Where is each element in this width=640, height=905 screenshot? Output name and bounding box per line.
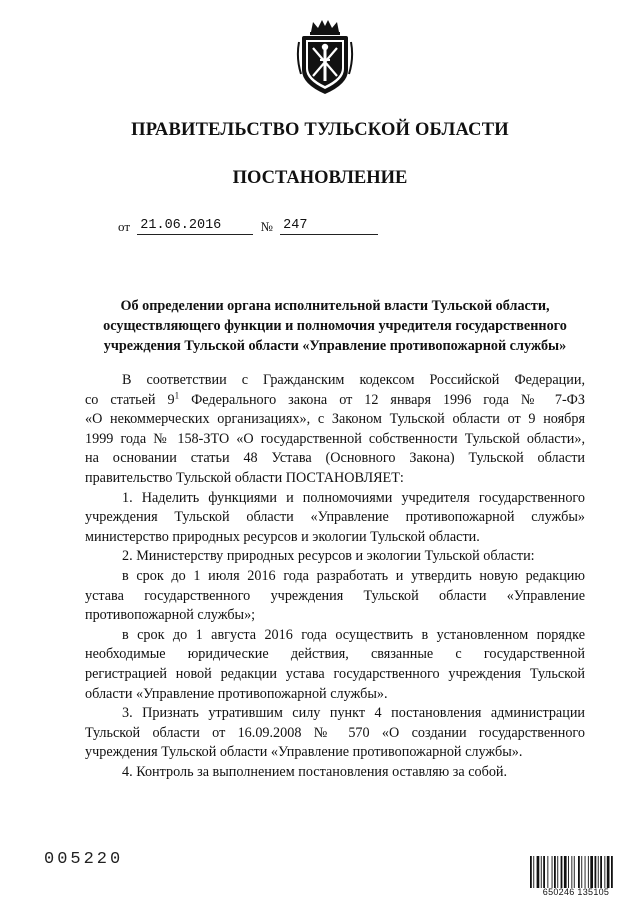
registration-line [118,218,378,235]
body-line: противопожарной службы»; [85,607,256,624]
document-body [85,371,585,782]
body-line: министерство природных ресурсов и экологии Тульской области. [85,528,480,545]
number-prefix: № [260,219,273,234]
document-heading [90,296,580,356]
serial-number: 005220 [44,850,124,869]
body-line: Тульской области от 16.09.2008 № 570 «О создании государственного [85,724,585,741]
body-line [85,391,585,411]
body-line: учреждения Тульской области «Управление противопожарной службы». [85,744,523,761]
body-line: 1999 года № 158-ЗТО «О государственной собственности Тульской области», [85,430,585,447]
document-type: ПОСТАНОВЛЕНИЕ [232,168,408,188]
body-line: в срок до 1 августа 2016 года осуществить в установленном порядке [122,626,585,643]
tula-coat-of-arms-icon [296,18,354,96]
organization-title: ПРАВИТЕЛЬСТВО ТУЛЬСКОЙ ОБЛАСТИ [131,120,509,140]
body-line: В соответствии с Гражданским кодексом Российской Федерации, [122,372,585,388]
barcode-number: 650246 135105 [542,887,610,897]
body-text: Федерального закона от 12 января 1996 года № 7-ФЗ [179,391,585,408]
barcode-icon [530,856,622,888]
body-line: учреждения Тульской области «Управление противопожарной службы» [85,509,585,526]
body-line: на основании статьи 48 Устава (Основного Закона) Тульской области [85,450,585,467]
body-line: 3. Признать утратившим силу пункт 4 постановления администрации [122,705,585,722]
heading-line: Об определении органа исполнительной власти Тульской области, [120,298,550,314]
body-line: «О некоммерческих организациях», с Законом Тульской области от 9 ноября [85,411,585,428]
document-date: 21.06.2016 [137,218,253,235]
body-line: регистрацией новой редакции устава государственного учреждения Тульской [85,665,585,682]
document-number: 247 [280,218,378,235]
body-line: 1. Наделить функциями и полномочиями учредителя государственного [122,489,585,506]
body-line: правительство Тульской области ПОСТАНОВЛЯЕТ: [85,469,404,486]
article-superscript: 1 [174,389,180,400]
body-line: 4. Контроль за выполнением постановления оставляю за собой. [122,763,508,780]
body-line: области «Управление противопожарной службы». [85,685,388,702]
heading-line: осуществляющего функции и полномочия учредителя государственного [103,318,567,334]
body-line: необходимые юридические действия, связанные с государственной [85,646,585,663]
body-text: со статьей 9 [85,391,175,408]
body-line: в срок до 1 июля 2016 года разработать и утвердить новую редакцию [122,567,585,584]
body-line: устава государственного учреждения Тульской области «Управление [85,587,585,604]
heading-line: учреждения Тульской области «Управление противопожарной службы» [103,338,567,354]
body-line: 2. Министерству природных ресурсов и экологии Тульской области: [122,548,535,565]
date-prefix: от [118,219,131,234]
